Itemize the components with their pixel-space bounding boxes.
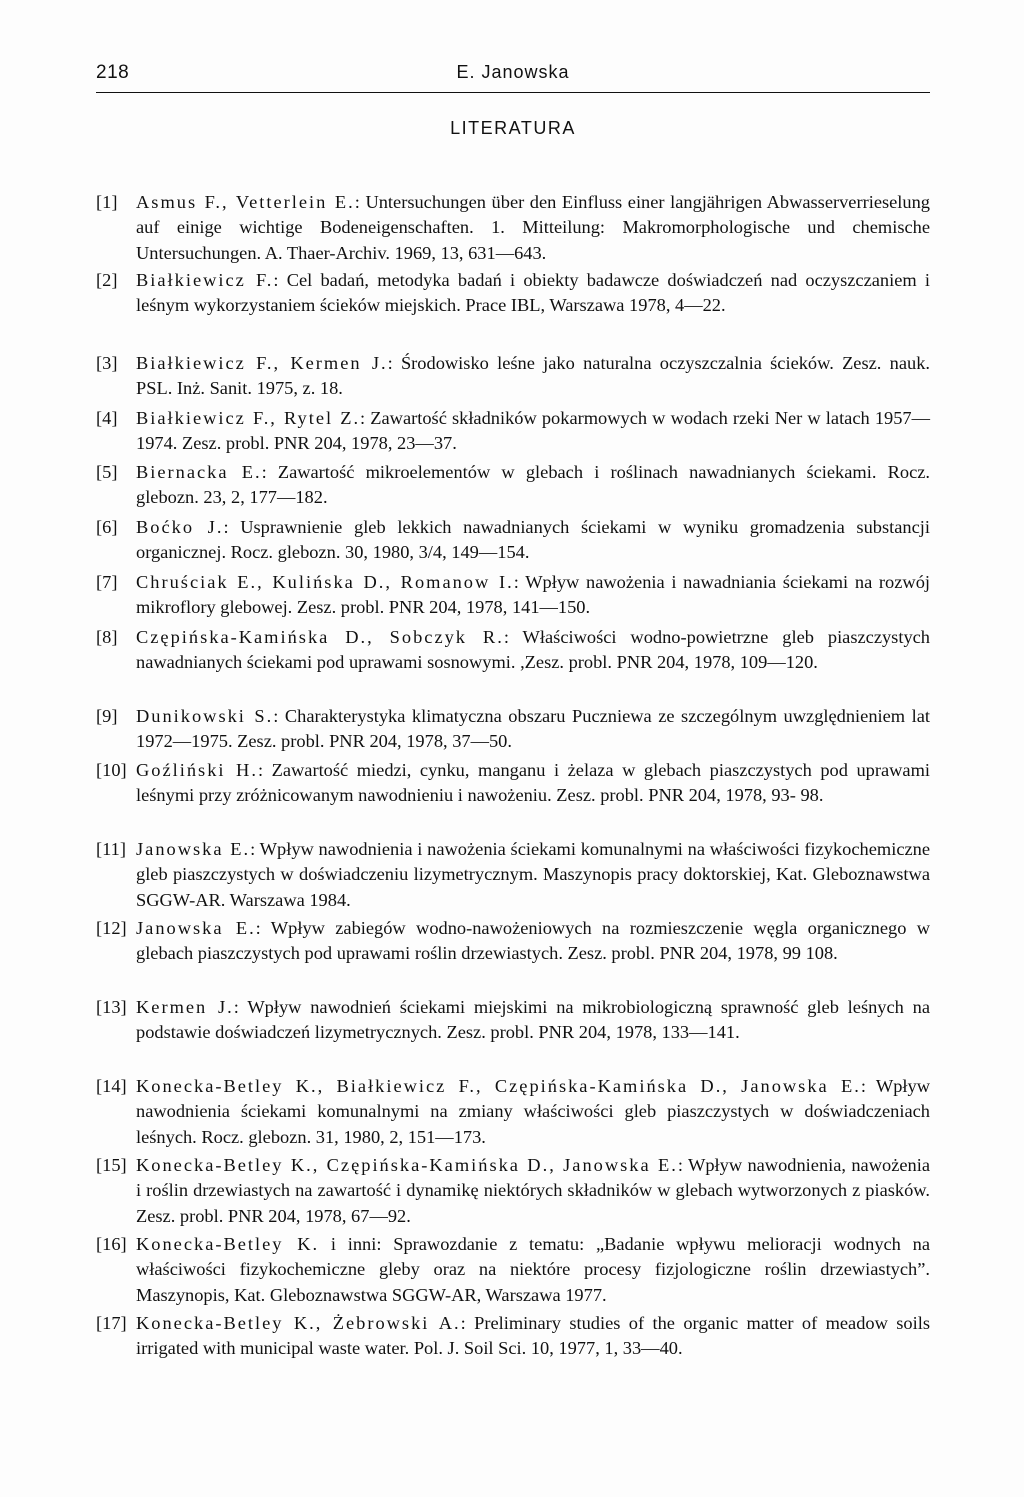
reference-number: [9] (96, 706, 118, 726)
reference-body (136, 460, 930, 511)
section-title: LITERATURA (450, 118, 576, 138)
reference-authors: Goźliński H. (136, 760, 258, 780)
reference-body (136, 704, 930, 755)
reference-authors: Białkiewicz F., Rytel Z. (136, 408, 361, 428)
reference-text: : Preliminary studies of the organic matter of meadow soils irrigated with municipal waste water. Pol. J. Soil Sci. 10, 1977, 1, 33—40. (136, 1313, 930, 1359)
reference-authors: Konecka-Betley K. (136, 1234, 320, 1254)
reference-number: [6] (96, 517, 118, 537)
reference-authors: Kermen J. (136, 997, 234, 1017)
reference-body (136, 351, 930, 402)
reference-text: : Wpływ nawodnienia i nawożenia ściekami komunalnymi na właściwości fizykochemiczne gleb piaszczystych w doświadczeniu lizymetrycznym. Maszynopis pracy doktorskiej, Kat. Gleboznawstwa SGGW-AR. Warszawa 1984. (136, 839, 930, 910)
reference-body (136, 995, 930, 1046)
reference-text: : Untersuchungen über den Einfluss einer langjährigen Abwasserverrieselung auf einige wichtige Bodeneigenschaften. 1. Mitteilung: Makromorphologische und chemische Untersuchungen. A. Thaer-Archiv. 1969, 13, 631—643. (136, 192, 931, 263)
reference-authors: Konecka-Betley K., Żebrowski A. (136, 1313, 461, 1333)
reference-body (136, 916, 930, 967)
reference-number: [16] (96, 1234, 127, 1254)
reference-body (136, 1311, 930, 1362)
page-number: 218 (96, 62, 130, 83)
reference-text: : Usprawnienie gleb lekkich nawadnianych ściekami w wyniku gromadzenia substancji organicznej. Rocz. glebozn. 30, 1980, 3/4, 149—154. (136, 517, 930, 563)
reference-authors: Boćko J. (136, 517, 224, 537)
reference-number: [17] (96, 1313, 127, 1333)
reference-body (136, 1074, 930, 1150)
reference-authors: Czępińska-Kamińska D., Sobczyk R. (136, 627, 504, 647)
reference-number: [14] (96, 1076, 127, 1096)
reference-body (136, 570, 930, 621)
reference-text: : Zawartość miedzi, cynku, manganu i żelaza w glebach piaszczystych pod uprawami leśnymi przy zróżnicowanym nawodnieniu i nawożeniu. Zesz. probl. PNR 204, 1978, 93- 98. (136, 760, 930, 806)
reference-authors: Biernacka E. (136, 462, 262, 482)
reference-body (136, 625, 930, 676)
reference-text: : Charakterystyka klimatyczna obszaru Puczniewa ze szczególnym uwzględnieniem lat 1972—1975. Zesz. probl. PNR 204, 1978, 37—50. (136, 706, 930, 752)
reference-body (136, 758, 930, 809)
reference-text: : Wpływ nawodnienia, nawożenia i roślin drzewiastych na zawartość i dynamikę niektórych składników w glebach wytworzonych z piasków. Zesz. probl. PNR 204, 1978, 67—92. (136, 1155, 930, 1226)
reference-authors: Janowska E. (136, 918, 256, 938)
reference-body (136, 190, 930, 266)
reference-authors: Chruściak E., Kulińska D., Romanow I. (136, 572, 514, 592)
reference-body (136, 837, 930, 913)
reference-number: [8] (96, 627, 118, 647)
reference-number: [4] (96, 408, 118, 428)
reference-authors: Janowska E. (136, 839, 251, 859)
reference-text: : Środowisko leśne jako naturalna oczyszczalnia ścieków. Zesz. nauk. PSL. Inż. Sanit. 1975, z. 18. (136, 353, 931, 399)
reference-authors: Białkiewicz F., Kermen J. (136, 353, 388, 373)
reference-authors: Konecka-Betley K., Czępińska-Kamińska D., Janowska E. (136, 1155, 678, 1175)
reference-number: [3] (96, 353, 118, 373)
reference-number: [15] (96, 1155, 127, 1175)
reference-text: : Wpływ nawodnienia ściekami komunalnymi na zmiany właściwości gleb piaszczystych w doświadczeniach leśnych. Rocz. glebozn. 31, 1980, 2, 151—173. (136, 1076, 931, 1147)
reference-authors: Konecka-Betley K., Białkiewicz F., Czępińska-Kamińska D., Janowska E. (136, 1076, 861, 1096)
reference-body (136, 268, 930, 319)
reference-text: : Wpływ nawodnień ściekami miejskimi na mikrobiologiczną sprawność gleb leśnych na podstawie doświadczeń lizymetrycznych. Zesz. probl. PNR 204, 1978, 133—141. (136, 997, 930, 1043)
reference-authors: Asmus F., Vetterlein E. (136, 192, 355, 212)
reference-number: [12] (96, 918, 127, 938)
reference-authors: Białkiewicz F. (136, 270, 274, 290)
reference-text: : Właściwości wodno-powietrzne gleb piaszczystych nawadnianych ściekami pod uprawami sosnowymi. ,Zesz. probl. PNR 204, 1978, 109—120. (136, 627, 930, 673)
running-head-author: E. Janowska (456, 62, 570, 82)
reference-text: i inni: Sprawozdanie z tematu: „Badanie wpływu melioracji wodnych na właściwości fizykochemiczne gleby oraz na niektóre procesy fizjologiczne roślin drzewiastych”. Maszynopis, Kat. Gleboznawstwa SGGW-AR, Warszawa 1977. (136, 1234, 930, 1305)
reference-text: : Zawartość mikroelementów w glebach i roślinach nawadnianych ściekami. Rocz. glebozn. 23, 2, 177—182. (136, 462, 930, 508)
reference-authors: Dunikowski S. (136, 706, 274, 726)
reference-body (136, 1153, 930, 1229)
reference-number: [7] (96, 572, 118, 592)
reference-number: [11] (96, 839, 126, 859)
reference-number: [13] (96, 997, 127, 1017)
reference-number: [5] (96, 462, 118, 482)
reference-number: [2] (96, 270, 118, 290)
reference-text: : Wpływ nawożenia i nawadniania ściekami na rozwój mikroflory glebowej. Zesz. probl. PNR 204, 1978, 141—150. (136, 572, 930, 618)
reference-body (136, 1232, 930, 1308)
reference-text: : Zawartość składników pokarmowych w wodach rzeki Ner w latach 1957—1974. Zesz. probl. PNR 204, 1978, 23—37. (136, 408, 930, 454)
reference-body (136, 406, 930, 457)
reference-number: [1] (96, 192, 118, 212)
reference-body (136, 515, 930, 566)
reference-text: : Cel badań, metodyka badań i obiekty badawcze doświadczeń nad oczyszczaniem i leśnym wykorzystaniem ścieków miejskich. Prace IBL, Warszawa 1978, 4—22. (136, 270, 930, 316)
reference-number: [10] (96, 760, 127, 780)
reference-text: : Wpływ zabiegów wodno-nawożeniowych na rozmieszczenie węgla organicznego w glebach piaszczystych pod uprawami roślin drzewiastych. Zesz. probl. PNR 204, 1978, 99 108. (136, 918, 930, 964)
